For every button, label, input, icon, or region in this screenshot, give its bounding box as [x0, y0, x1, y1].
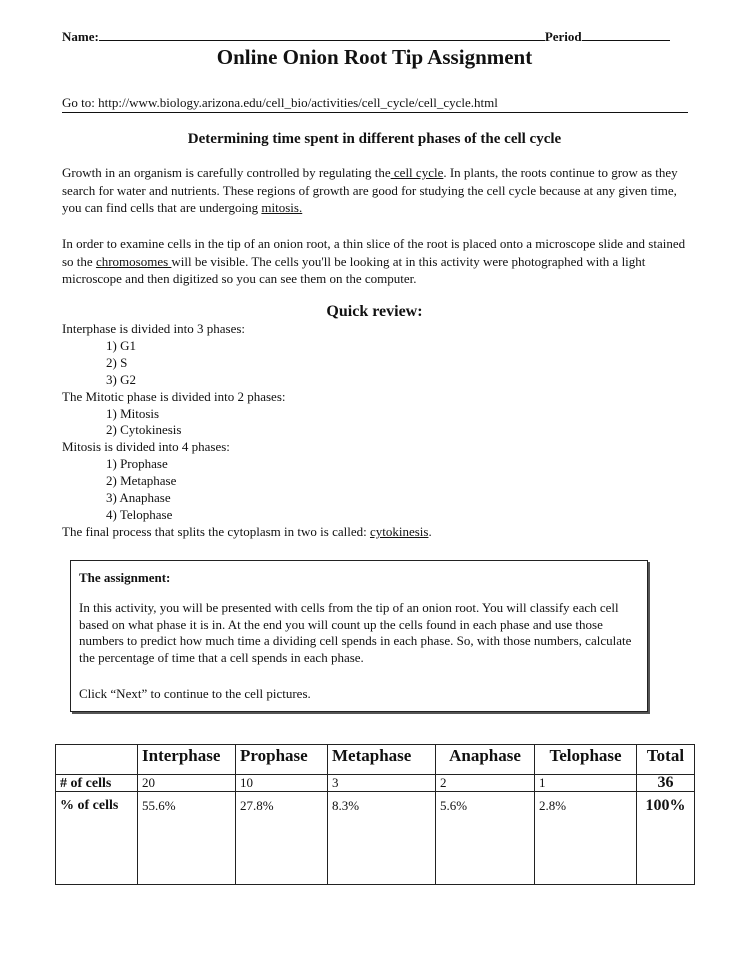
intro-text-1: Growth in an organism is carefully controlled by regulating the [62, 165, 391, 180]
total-cell[interactable]: 36 [637, 774, 695, 792]
list-item: 1) Prophase [106, 456, 168, 472]
table-row [56, 774, 695, 792]
method-paragraph [62, 235, 692, 288]
list-item: 4) Telophase [106, 506, 173, 522]
final-process-text: The final process that splits the cytoplasm in two is called: [62, 523, 370, 539]
table-header-row [56, 745, 695, 775]
list-item: 1) Mitosis [106, 405, 160, 421]
final-period: . [428, 523, 432, 539]
table-cell[interactable]: 2.8% [535, 792, 637, 885]
column-header: Telophase [535, 745, 637, 775]
cell-cycle-link[interactable]: cell cycle [390, 165, 444, 180]
cytokinesis-link[interactable]: cytokinesis [369, 523, 429, 539]
chromosomes-link[interactable]: chromosomes [95, 253, 172, 269]
list-item: 2) Metaphase [106, 473, 177, 489]
row-label: # of cells [56, 774, 138, 792]
assignment-body: In this activity, you will be presented with cells from the tip of an onion root. You will classify each cell based on what phase it is in. At the end you will count up the cells found in each phase and use those numbers to predict how much time a dividing cell spends in each phase. So, with those numbers, calculate the percentage of time that a cell spends in each phase. [79, 600, 632, 665]
intro-text-2: . In plants, the roots continue to grow as they search for water and nutrients. These regions of growth are good for studying the cell cycle because at any given time, you can find cells that are undergoing [62, 165, 678, 215]
table-cell[interactable]: 8.3% [328, 792, 436, 885]
period-label: Period [544, 29, 582, 44]
table-cell[interactable]: 20 [138, 774, 236, 792]
page-title: Online Onion Root Tip Assignment [216, 45, 533, 69]
table-cell[interactable]: 5.6% [436, 792, 535, 885]
table-cell[interactable]: 2 [436, 774, 535, 792]
table-cell[interactable]: 27.8% [236, 792, 328, 885]
mitotic-intro: The Mitotic phase is divided into 2 phases: [62, 388, 286, 404]
table-cell[interactable]: 55.6% [138, 792, 236, 885]
list-item: 2) S [106, 354, 128, 370]
name-label: Name: [62, 29, 99, 44]
table-cell[interactable]: 10 [236, 774, 328, 792]
interphase-intro: Interphase is divided into 3 phases: [62, 321, 246, 336]
final-process-line [62, 524, 682, 541]
mitosis-link[interactable]: mitosis. [261, 200, 303, 215]
column-header: Metaphase [328, 745, 436, 775]
column-header: Total [637, 745, 695, 775]
assignment-next-instruction: Click “Next” to continue to the cell pictures. [79, 686, 311, 701]
column-header: Interphase [138, 745, 236, 775]
intro-paragraph [62, 164, 692, 217]
period-blank[interactable] [582, 28, 670, 41]
section-heading: Determining time spent in different phases of the cell cycle [187, 131, 562, 147]
list-item: 1) G1 [106, 337, 136, 353]
total-cell[interactable]: 100% [637, 792, 695, 885]
list-item: 2) Cytokinesis [106, 422, 182, 438]
method-text-1: In order to examine cells in the tip of an onion root, a thin slice of the root is placed onto a microscope slide and stained so the [62, 236, 686, 269]
name-blank[interactable] [99, 28, 545, 41]
table-cell[interactable]: 1 [535, 774, 637, 792]
column-header: Anaphase [436, 745, 535, 775]
row-label: % of cells [56, 792, 138, 885]
table-corner-cell [56, 745, 138, 775]
list-item: 3) Anaphase [106, 490, 171, 506]
assignment-box [70, 560, 648, 712]
name-period-line [62, 28, 684, 45]
column-header: Prophase [236, 745, 328, 775]
assignment-title: The assignment: [79, 570, 171, 585]
list-item: 3) G2 [106, 371, 136, 387]
results-table [55, 744, 695, 885]
quick-review-heading: Quick review: [326, 303, 423, 320]
method-text-2: will be visible. The cells you'll be looking at in this activity were photographed with a light microscope and then digitized so you can see them on the computer. [62, 253, 646, 286]
mitosis-intro: Mitosis is divided into 4 phases: [62, 439, 230, 455]
table-row [56, 792, 695, 885]
goto-url-line: Go to: http://www.biology.arizona.edu/cell_bio/activities/cell_cycle/cell_cycle.html [62, 94, 688, 113]
review-list [62, 321, 682, 541]
table-cell[interactable]: 3 [328, 774, 436, 792]
